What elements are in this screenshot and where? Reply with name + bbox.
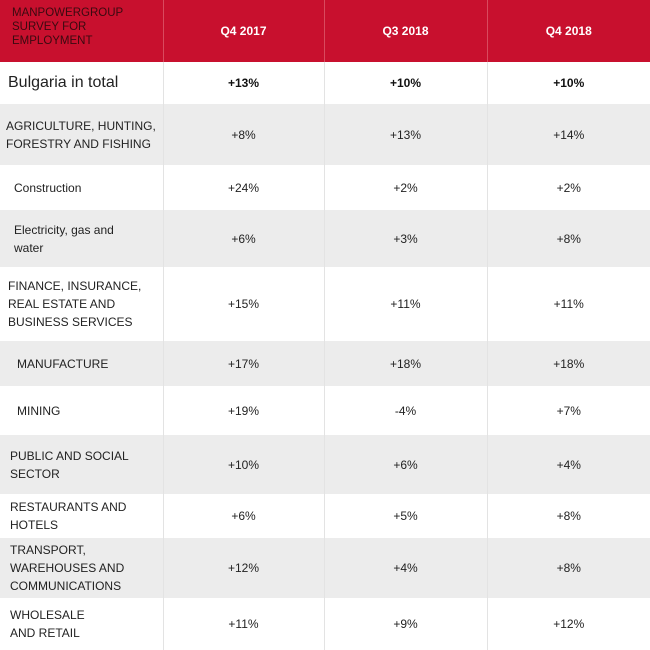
row-value-q3-2018: +5%: [324, 494, 487, 538]
row-value-q4-2017: +15%: [163, 267, 324, 341]
row-value-q4-2017: +6%: [163, 210, 324, 267]
row-label: AGRICULTURE, HUNTING, FORESTRY AND FISHING: [6, 118, 156, 151]
row-value-q4-2018: +2%: [487, 165, 650, 210]
table-row: [0, 494, 650, 538]
column-header-q4-2017: Q4 2017: [163, 0, 324, 62]
row-value-q4-2018: +8%: [487, 210, 650, 267]
row-value-q3-2018: +18%: [324, 341, 487, 386]
row-label: WHOLESALE AND RETAIL: [10, 608, 85, 640]
row-label: MINING: [17, 403, 61, 418]
table-row: [0, 341, 650, 386]
table-row-total: [0, 62, 650, 104]
row-value-q4-2017: +12%: [163, 538, 324, 598]
table-row: [0, 386, 650, 435]
row-value-q4-2017: +24%: [163, 165, 324, 210]
row-value-q3-2018: +6%: [324, 435, 487, 494]
row-value-q4-2018: +14%: [487, 104, 650, 165]
row-value-q4-2017: +17%: [163, 341, 324, 386]
row-value-q3-2018: +13%: [324, 104, 487, 165]
row-label: TRANSPORT, WAREHOUSES AND COMMUNICATIONS: [10, 543, 125, 593]
row-label: MANUFACTURE: [17, 356, 109, 371]
row-value-q4-2018: +11%: [487, 267, 650, 341]
row-value-q4-2017: +8%: [163, 104, 324, 165]
row-label: Bulgaria in total: [8, 74, 119, 91]
row-value-q4-2018: +4%: [487, 435, 650, 494]
table-header-row: [0, 0, 650, 62]
row-label: Electricity, gas and water: [14, 222, 114, 255]
row-label: PUBLIC AND SOCIAL SECTOR: [10, 448, 129, 481]
row-value-q4-2018: +12%: [487, 598, 650, 650]
row-value-q4-2018: +18%: [487, 341, 650, 386]
header-label: MANPOWERGROUP SURVEY FOR EMPLOYMENT: [12, 7, 123, 47]
column-header-q3-2018: Q3 2018: [324, 0, 487, 62]
row-label: Construction: [14, 180, 82, 195]
row-label: FINANCE, INSURANCE, REAL ESTATE AND BUSINESS SERVICES: [8, 279, 142, 329]
table-row: [0, 598, 650, 650]
row-value-q3-2018: -4%: [324, 386, 487, 435]
row-value-q4-2017: +10%: [163, 435, 324, 494]
row-value-q4-2018: +10%: [487, 62, 650, 104]
row-value-q4-2017: +11%: [163, 598, 324, 650]
row-value-q4-2017: +13%: [163, 62, 324, 104]
row-label: RESTAURANTS AND HOTELS: [10, 500, 127, 532]
row-value-q3-2018: +10%: [324, 62, 487, 104]
table-row: [0, 165, 650, 210]
table-row: [0, 210, 650, 267]
row-value-q4-2018: +8%: [487, 494, 650, 538]
row-value-q3-2018: +3%: [324, 210, 487, 267]
row-value-q3-2018: +9%: [324, 598, 487, 650]
row-value-q4-2017: +19%: [163, 386, 324, 435]
row-value-q3-2018: +4%: [324, 538, 487, 598]
table-row: [0, 104, 650, 165]
table-row: [0, 435, 650, 494]
row-value-q4-2017: +6%: [163, 494, 324, 538]
table-row: [0, 267, 650, 341]
row-value-q4-2018: +8%: [487, 538, 650, 598]
row-value-q3-2018: +2%: [324, 165, 487, 210]
column-header-q4-2018: Q4 2018: [487, 0, 650, 62]
table-row: [0, 538, 650, 598]
row-value-q4-2018: +7%: [487, 386, 650, 435]
row-value-q3-2018: +11%: [324, 267, 487, 341]
